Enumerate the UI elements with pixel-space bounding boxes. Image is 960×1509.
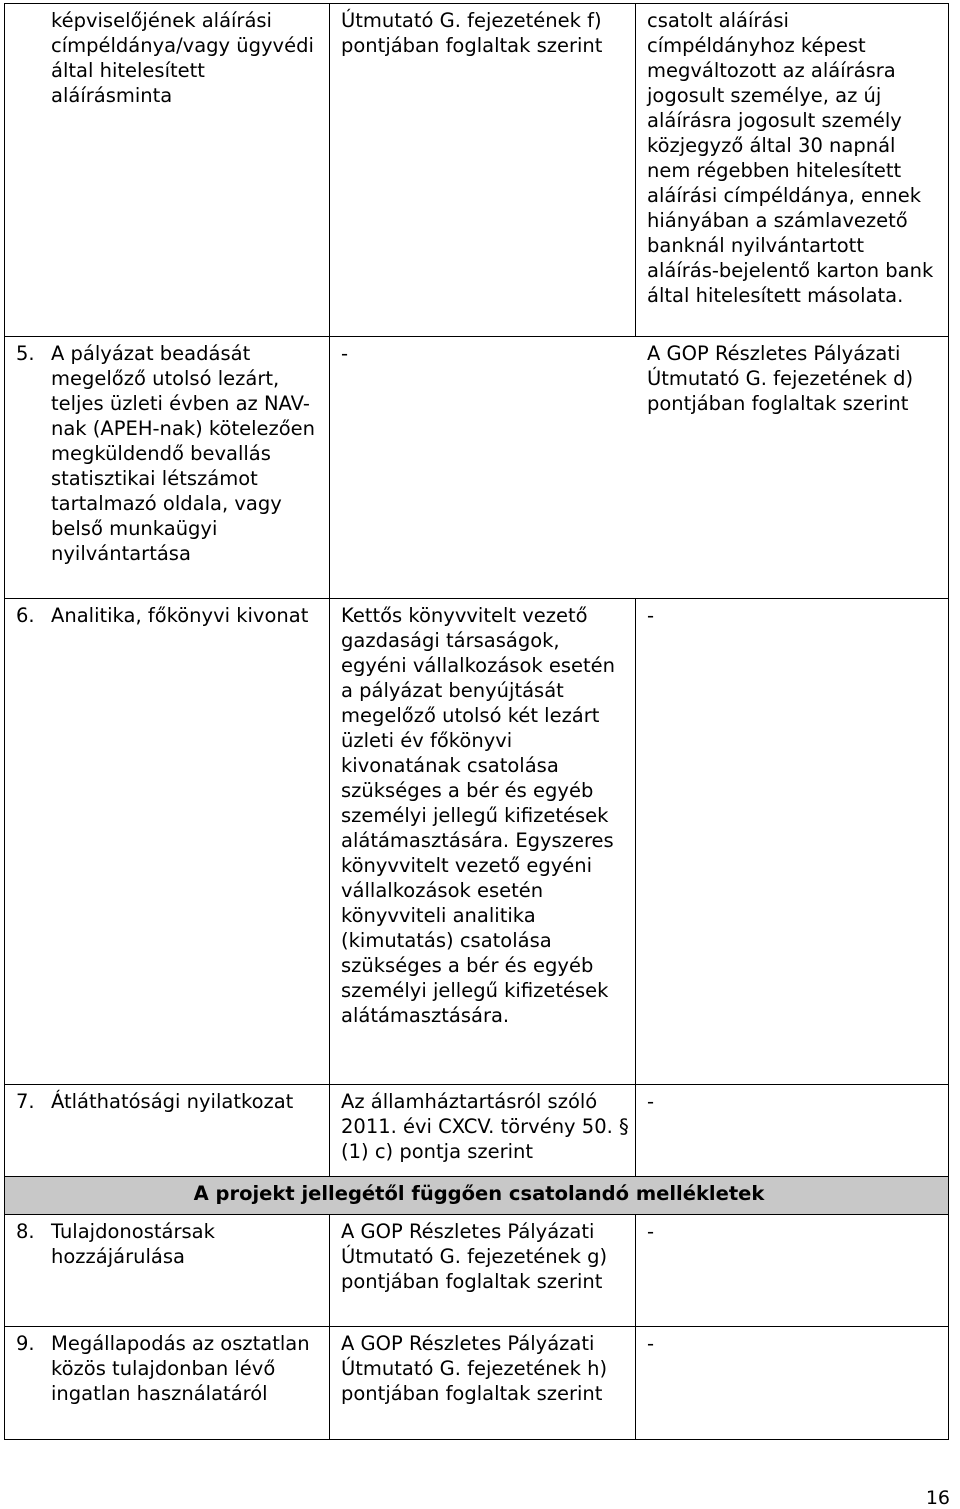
- item-title: Tulajdonostársak hozzájárulása: [51, 1220, 215, 1268]
- requirement-text: A GOP Részletes Pályázati Útmutató G. fejezetének d) pontjában foglaltak szerint: [647, 342, 914, 415]
- requirement-cell: A GOP Részletes Pályázati Útmutató G. fejezetének g) pontjában foglaltak szerint: [330, 1215, 636, 1327]
- merged-requirement-cell: [330, 337, 949, 599]
- note-cell: -: [636, 599, 949, 1085]
- table-row: [5, 4, 949, 337]
- item-number: 7.: [16, 1090, 35, 1113]
- note-cell: csatolt aláírási címpéldányhoz képest megváltozott az aláírásra jogosult személye, az új aláírásra jogosult személy közjegyző által 30 napnál nem régebben hitelesített aláírási címpéldánya, ennek hiányában a számlavezető banknál nyilvántartott aláírás-bejelentő karton bank által hitelesített másolata.: [636, 4, 949, 337]
- item-title: Analitika, főkönyvi kivonat: [51, 604, 309, 627]
- note-cell: -: [636, 1327, 949, 1440]
- document-name-cell: [5, 599, 330, 1085]
- document-name-cell: képviselőjének aláírási címpéldánya/vagy ügyvédi által hitelesített aláírásminta: [5, 4, 330, 337]
- note-cell: -: [636, 1215, 949, 1327]
- document-name-cell: [5, 1215, 330, 1327]
- note-cell: -: [636, 1085, 949, 1177]
- attachments-table: [4, 3, 949, 1440]
- requirement-cell: Az államháztartásról szóló 2011. évi CXCV. törvény 50. § (1) c) pontja szerint: [330, 1085, 636, 1177]
- section-header: A projekt jellegétől függően csatolandó mellékletek: [5, 1177, 949, 1215]
- item-number: 6.: [16, 604, 35, 627]
- table-row: [5, 337, 949, 599]
- document-name-cell: [5, 1085, 330, 1177]
- requirement-cell: Kettős könyvvitelt vezető gazdasági társaságok, egyéni vállalkozások esetén a pályázat benyújtását megelőző utolsó két lezárt üzleti év főkönyvi kivonatának csatolása szükséges a bér és egyéb személyi jellegű kifizetések alátámasztására. Egyszeres könyvvitelt vezető egyéni vállalkozások esetén könyvviteli analitika (kimutatás) csatolása szükséges a bér és egyéb személyi jellegű kifizetések alátámasztására.: [330, 599, 636, 1085]
- table-row: [5, 1085, 949, 1177]
- table-row: [5, 1215, 949, 1327]
- item-title: Átláthatósági nyilatkozat: [51, 1090, 294, 1113]
- requirement-cell: A GOP Részletes Pályázati Útmutató G. fejezetének h) pontjában foglaltak szerint: [330, 1327, 636, 1440]
- page-number: 16: [925, 1487, 950, 1509]
- item-number: 5.: [16, 342, 35, 365]
- item-number: 9.: [16, 1332, 35, 1355]
- document-name-cell: [5, 337, 330, 599]
- item-title: A pályázat beadását megelőző utolsó lezárt, teljes üzleti évben az NAV-nak (APEH-nak) kötelezően megküldendő bevallás statisztikai létszámot tartalmazó oldala, vagy belső munkaügyi nyilvántartása: [51, 342, 316, 565]
- document-name-cell: [5, 1327, 330, 1440]
- item-title: Megállapodás az osztatlan közös tulajdonban lévő ingatlan használatáról: [51, 1332, 310, 1405]
- table-row: [5, 599, 949, 1085]
- dash-mark: -: [341, 342, 349, 365]
- requirement-cell: Útmutató G. fejezetének f) pontjában foglaltak szerint: [330, 4, 636, 337]
- table-row: [5, 1327, 949, 1440]
- section-header-row: [5, 1177, 949, 1215]
- item-number: 8.: [16, 1220, 35, 1243]
